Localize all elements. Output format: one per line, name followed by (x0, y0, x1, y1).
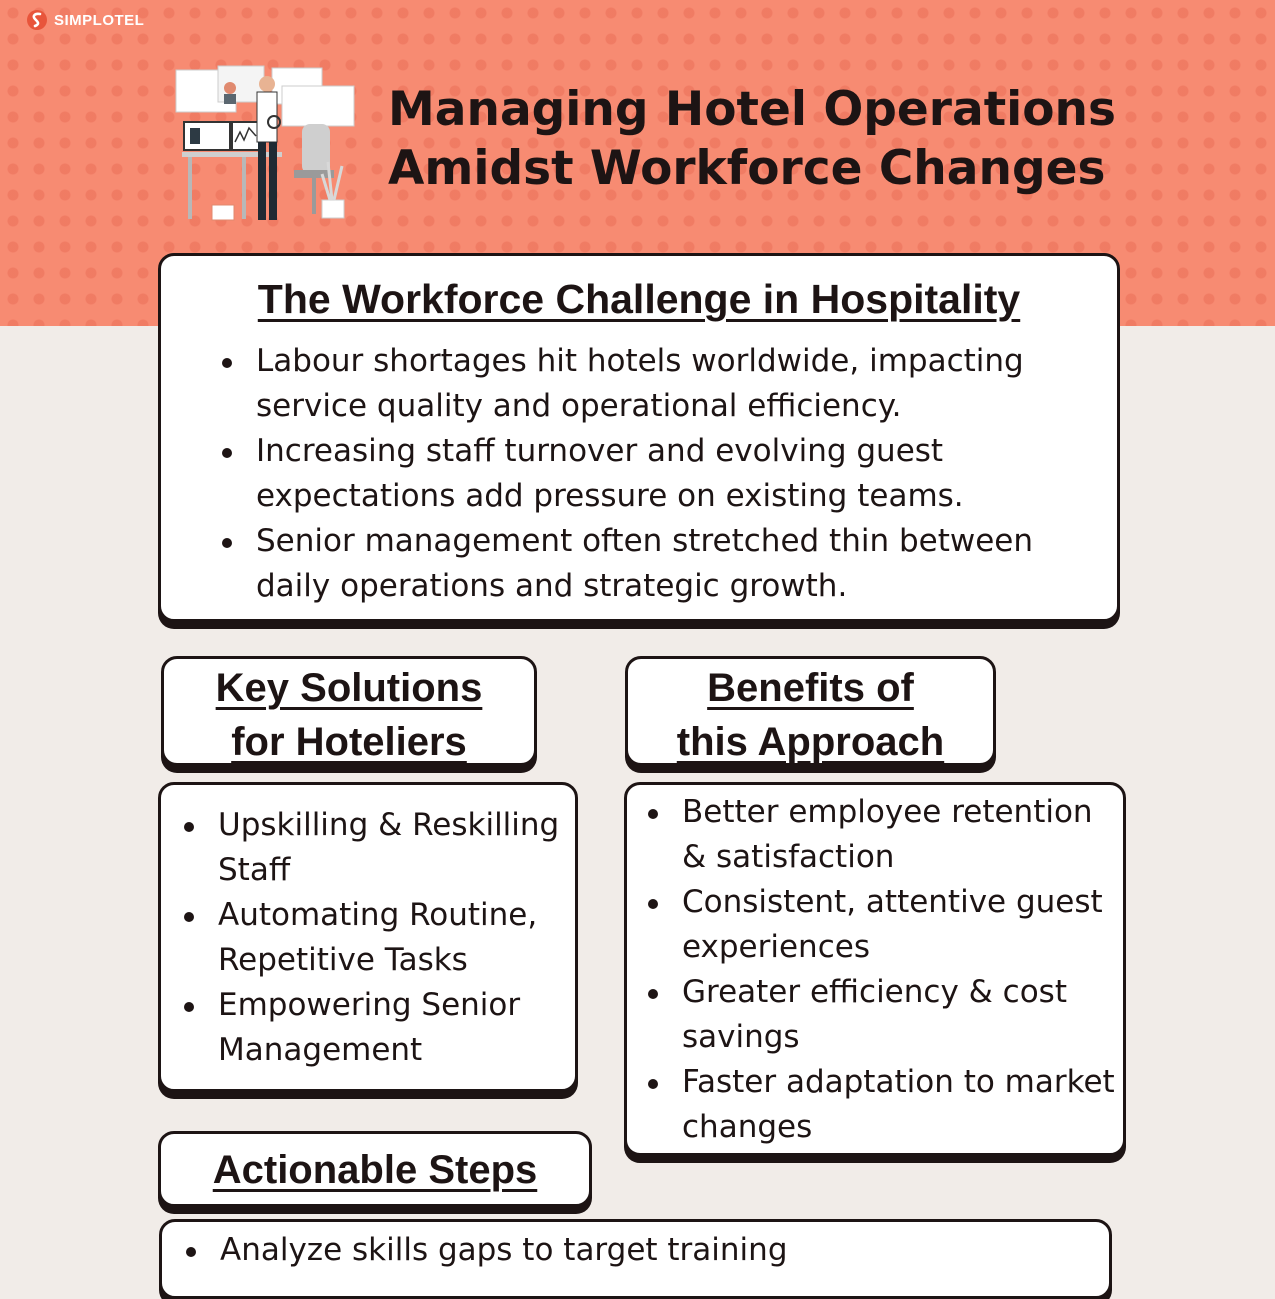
challenge-card (158, 253, 1120, 622)
solutions-header-card (161, 656, 537, 766)
solutions-title (164, 661, 534, 769)
list-item: Better employee retention & satisfaction (682, 790, 1122, 880)
solutions-title-line2: for Hoteliers (231, 720, 467, 764)
page-title-line2: Amidst Workforce Changes (388, 141, 1106, 196)
solutions-title-line1: Key Solutions (215, 666, 483, 710)
actionable-card (159, 1219, 1112, 1299)
benefits-title-line1: Benefits of (707, 666, 914, 710)
list-item: Upskilling & Reskilling Staff (218, 803, 570, 893)
brand (26, 8, 144, 32)
office-worker-illustration (172, 62, 362, 227)
solutions-list (218, 803, 570, 1073)
list-item: Consistent, attentive guest experiences (682, 880, 1122, 970)
benefits-title-line2: this Approach (676, 720, 945, 764)
challenge-list (256, 339, 1096, 609)
list-item: Automating Routine, Repetitive Tasks (218, 893, 570, 983)
brand-name: SIMPLOTEL (54, 11, 145, 29)
solutions-card (158, 782, 578, 1092)
simplotel-logo-icon (26, 8, 48, 32)
list-item: Labour shortages hit hotels worldwide, impacting service quality and operational efficiency. (256, 339, 1096, 429)
list-item: Analyze skills gaps to target training (220, 1228, 1080, 1273)
list-item: Senior management often stretched thin between daily operations and strategic growth. (256, 519, 1096, 609)
page-title (388, 80, 1188, 198)
list-item: Increasing staff turnover and evolving guest expectations add pressure on existing teams. (256, 429, 1096, 519)
benefits-header-card (625, 656, 996, 766)
benefits-list (682, 790, 1122, 1150)
actionable-list (220, 1228, 1080, 1273)
actionable-title: Actionable Steps (212, 1148, 538, 1192)
list-item: Empowering Senior Management (218, 983, 570, 1073)
list-item: Faster adaptation to market changes (682, 1060, 1122, 1150)
actionable-header-card (158, 1131, 592, 1207)
benefits-title (628, 661, 993, 769)
benefits-card (624, 782, 1126, 1156)
challenge-title: The Workforce Challenge in Hospitality (257, 276, 1021, 322)
list-item: Greater efficiency & cost savings (682, 970, 1122, 1060)
page-title-line1: Managing Hotel Operations (388, 82, 1116, 137)
